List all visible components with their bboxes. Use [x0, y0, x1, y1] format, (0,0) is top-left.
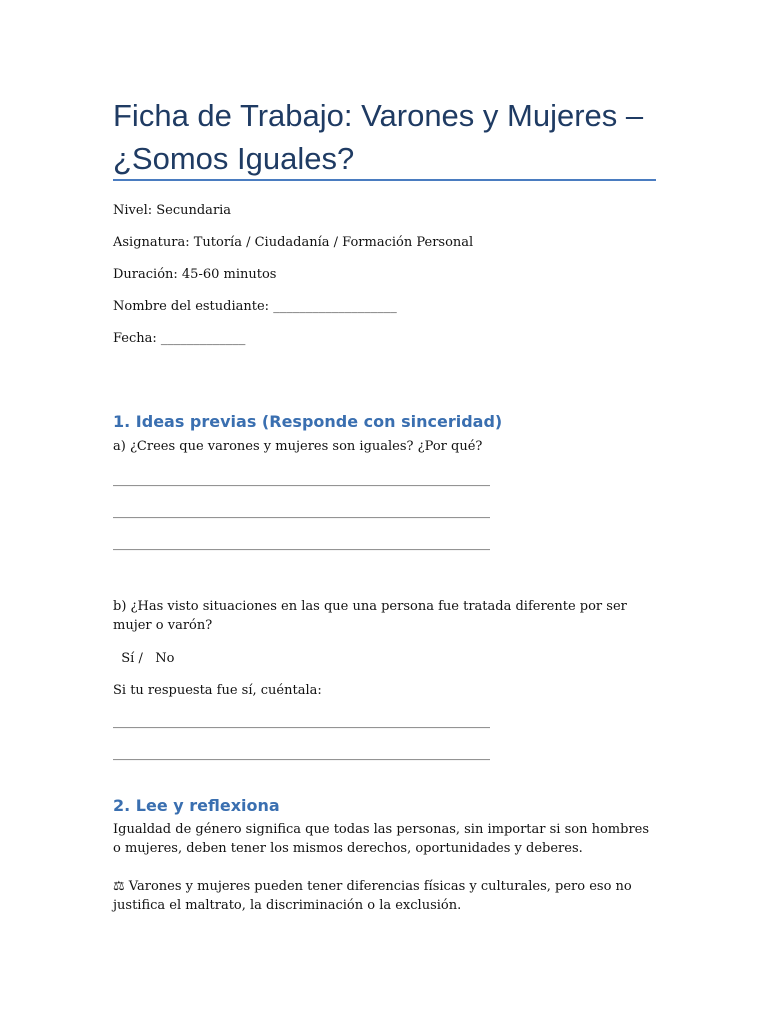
- answer-line: __________________________________________________________: [113, 746, 490, 761]
- equality-paragraph: Igualdad de género significa que todas las personas, sin importar si son hombres o mujeres, deben tener los mismos derechos, oportunidades y deberes.: [113, 822, 650, 856]
- followup-prompt: Si tu respuesta fue sí, cuéntala:: [113, 683, 322, 698]
- student-name-field: Nombre del estudiante: ___________________: [113, 299, 397, 314]
- section-1-heading: 1. Ideas previas (Responde con sinceridad): [113, 412, 503, 431]
- date-field: Fecha: _____________: [113, 331, 246, 346]
- page-title: Ficha de Trabajo: Varones y Mujeres – ¿Somos Iguales?: [113, 98, 644, 176]
- level-line: Nivel: Secundaria: [113, 203, 232, 218]
- answer-line: __________________________________________________________: [113, 472, 490, 487]
- section-2-heading: 2. Lee y reflexiona: [113, 796, 280, 815]
- question-a: a) ¿Crees que varones y mujeres son iguales? ¿Por qué?: [113, 439, 483, 454]
- answer-line: __________________________________________________________: [113, 536, 490, 551]
- yes-no-options: Sí / No: [113, 651, 175, 666]
- subject-line: Asignatura: Tutoría / Ciudadanía / Formación Personal: [113, 235, 474, 250]
- question-b: b) ¿Has visto situaciones en las que una persona fue tratada diferente por ser mujer o varón?: [113, 599, 627, 633]
- title-underline: [113, 179, 656, 181]
- duration-line: Duración: 45-60 minutos: [113, 267, 277, 282]
- answer-line: __________________________________________________________: [113, 504, 490, 519]
- reflection-paragraph: ⚖ Varones y mujeres pueden tener diferencias físicas y culturales, pero eso no justifica el maltrato, la discriminación o la exclusión.: [113, 879, 632, 913]
- answer-line: __________________________________________________________: [113, 714, 490, 729]
